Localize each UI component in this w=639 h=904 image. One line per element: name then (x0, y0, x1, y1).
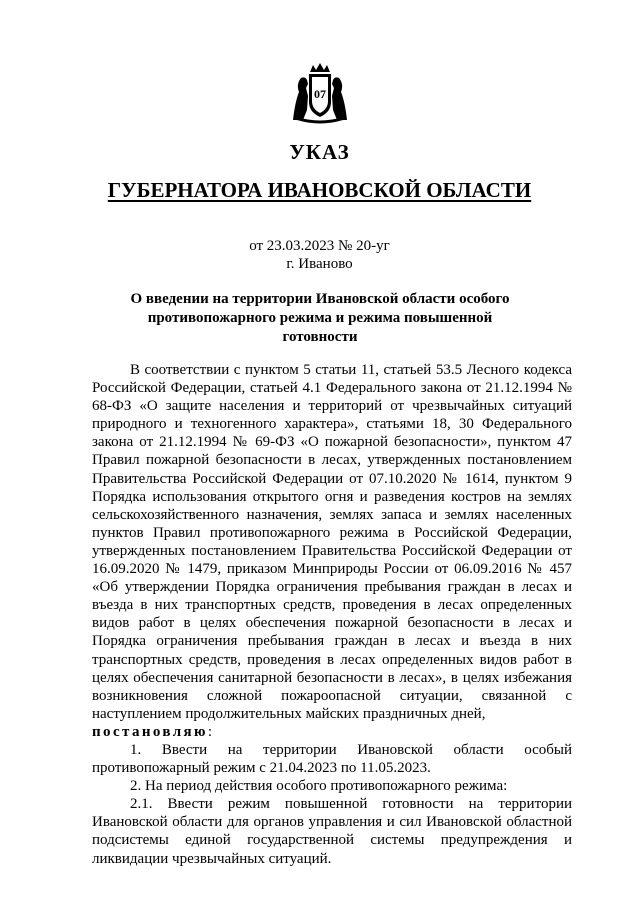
document-title: УКАЗ (289, 140, 350, 164)
coat-of-arms-icon (291, 62, 349, 124)
document-body (92, 361, 572, 868)
decree-word: постановляю (92, 723, 208, 740)
emblem-digits: 07 (314, 87, 326, 101)
document-date-number: от 23.03.2023 № 20-уг (249, 238, 390, 254)
document-subject: О введении на территории Ивановской области особого противопожарного режима и режима повышенной готовности (130, 291, 510, 345)
decree-item: 1. Ввести на территории Ивановской области особый противопожарный режим с 21.04.2023 по 11.05.2023. (92, 741, 572, 777)
decree-item: 2.1. Ввести режим повышенной готовности на территории Ивановской области для органов управления и сил Ивановской областной подсистемы единой государственной системы предупреждения и ликвидации чрезвычайных ситуаций. (92, 796, 572, 867)
preamble-paragraph: В соответствии с пунктом 5 статьи 11, статьей 53.5 Лесного кодекса Российской Федерации, статьей 4.1 Федерального закона от 21.12.1994 № 68-ФЗ «О защите населения и территорий от чрезвычайных ситуаций природного и техногенного характера», статьями 18, 30 Федерального закона от 21.12.1994 № 69-ФЗ «О пожарной безопасности», пунктом 47 Правил пожарной безопасности в лесах, утвержденных постановлением Правительства Российской Федерации от 07.10.2020 № 1614, пунктом 9 Порядка использования открытого огня и разведения костров на землях сельскохозяйственного назначения, землях запаса и землях населенных пунктов Правил противопожарного режима в Российской Федерации, утвержденных постановлением Правительства Российской Федерации от 16.09.2020 № 1479, приказом Минприроды России от 06.09.2016 № 457 «Об утверждении Порядка ограничения пребывания граждан в лесах и въезда в них транспортных средств, проведения в лесах определенных видов работ в целях обеспечения пожарной безопасности в лесах и Порядка ограничения пребывания граждан в лесах и въезда в них транспортных средств, проведения в лесах определенных видов работ в целях обеспечения санитарной безопасности в лесах», в целях избежания возникновения сложной пожароопасной ситуации, связанной с наступлением продолжительных майских праздничных дней, (92, 362, 572, 722)
decree-colon: : (207, 723, 213, 740)
document-authority: ГУБЕРНАТОРА ИВАНОВСКОЙ ОБЛАСТИ (107, 178, 532, 202)
decree-item: 2. На период действия особого противопожарного режима: (130, 778, 508, 795)
document-city: г. Иваново (286, 256, 353, 272)
decree-line (92, 723, 572, 741)
